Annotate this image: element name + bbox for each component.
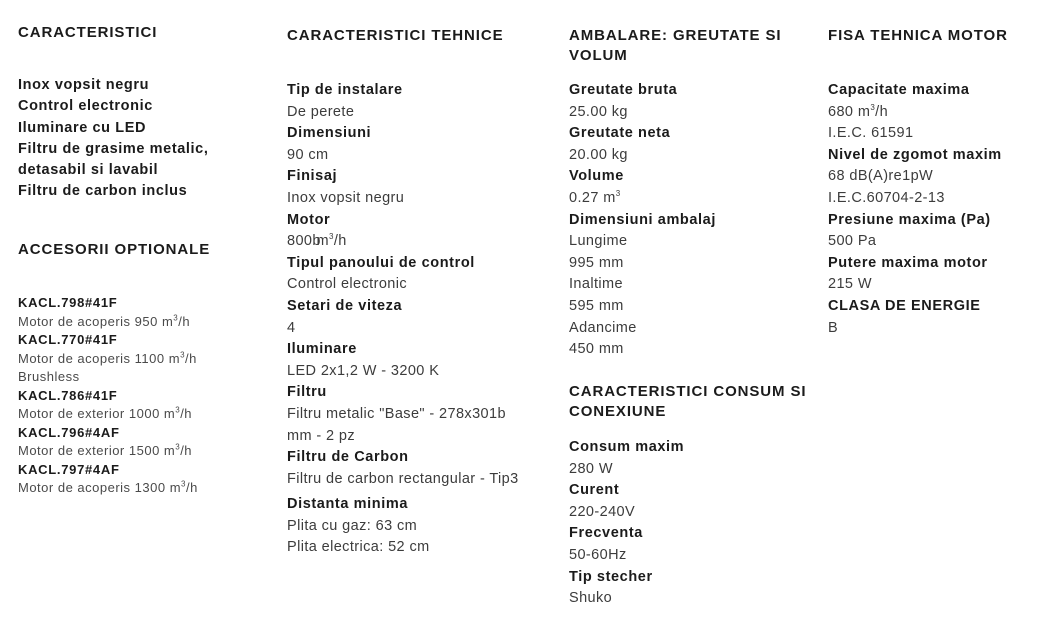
spec-value: 450 mm <box>569 341 624 358</box>
motor-title: FISA TEHNICA MOTOR <box>828 27 1008 44</box>
accessory-code: KACL.770#41F <box>18 332 118 347</box>
spec-label: Putere maxima motor <box>828 254 988 271</box>
spec-sublabel: Lungime <box>569 233 628 250</box>
spec-value: 680 $m^3/h$ <box>828 102 889 120</box>
spec-value: Control electronic <box>287 276 408 293</box>
spec-value: 20.00 kg <box>569 146 628 163</box>
spec-norm: I.E.C. 61591 <box>828 125 914 142</box>
spec-value: Filtru de carbon rectangular - Tip3 <box>287 470 519 487</box>
spec-value: mm - 2 pz <box>287 427 356 444</box>
spec-label: Volume <box>569 168 624 185</box>
accessory-desc: Motor de acoperis 1300 $m^3/h$ <box>18 479 198 495</box>
accessory-item <box>18 424 268 461</box>
feature-item: Inox vopsit negru <box>18 77 150 93</box>
accessory-item <box>18 387 268 424</box>
consum-title: CARACTERISTICI CONSUM SI CONEXIUNE <box>569 383 807 420</box>
spec-label: Motor <box>287 211 331 228</box>
spec-sublabel: Inaltime <box>569 276 623 293</box>
ambalare-title: AMBALARE: GREUTATE SI VOLUM <box>569 27 782 64</box>
spec-value: 995 mm <box>569 254 624 271</box>
features-list <box>18 75 268 203</box>
accessory-item <box>18 294 268 331</box>
spec-norm: I.E.C.60704-2-13 <box>828 189 945 206</box>
spec-label: Dimensiuni ambalaj <box>569 211 716 228</box>
spec-value: 800bm $^3$/h <box>287 232 347 250</box>
spec-label: Presiune maxima (Pa) <box>828 211 991 228</box>
feature-item: detasabil si lavabil <box>18 162 159 179</box>
accessory-desc: Motor de acoperis 1100 $m^3/h$ <box>18 350 197 366</box>
accesorii-title: ACCESORII OPTIONALE <box>18 241 211 258</box>
spec-value: 25.00 kg <box>569 103 628 120</box>
spec-value: B <box>828 319 839 336</box>
spec-label: Setari de viteza <box>287 297 403 314</box>
spec-value: 4 <box>287 319 296 336</box>
spec-label: CLASA DE ENERGIE <box>828 297 981 314</box>
spec-sublabel: Adancime <box>569 319 637 336</box>
spec-value: 280 W <box>569 460 613 477</box>
spec-label: Nivel de zgomot maxim <box>828 146 1002 163</box>
spec-label: Curent <box>569 482 620 499</box>
spec-label: Tip stecher <box>569 568 653 585</box>
spec-value: Inox vopsit negru <box>287 189 405 206</box>
accessory-code: KACL.797#4AF <box>18 461 120 477</box>
spec-label: Filtru de Carbon <box>287 449 409 466</box>
accessory-item <box>18 461 268 498</box>
accessory-code: KACL.796#4AF <box>18 424 120 440</box>
spec-label: Dimensiuni <box>287 125 372 142</box>
spec-label: Capacitate maxima <box>828 82 970 98</box>
tehnice-title: CARACTERISTICI TEHNICE <box>287 27 504 44</box>
spec-value: 215 W <box>828 276 872 293</box>
feature-item: Iluminare cu LED <box>18 119 147 136</box>
spec-value: 595 mm <box>569 297 624 314</box>
spec-label: Greutate neta <box>569 125 671 142</box>
feature-item: Control electronic <box>18 98 153 115</box>
motor-list <box>828 80 1043 339</box>
spec-value: Filtru metalic "Base" - 278x301b <box>287 405 506 422</box>
spec-value: 0.27 $m^3$ <box>569 189 621 206</box>
spec-label: Tipul panoului de control <box>287 254 475 271</box>
accessory-code: KACL.786#41F <box>18 387 118 403</box>
spec-value: Plita cu gaz: 63 cm <box>287 517 418 534</box>
tehnice-list <box>287 80 557 559</box>
spec-value: 68 dB(A)re1pW <box>828 168 934 185</box>
accessory-extra: Brushless <box>18 369 80 384</box>
spec-value: Shuko <box>569 590 613 607</box>
consum-list <box>569 437 819 610</box>
feature-item: Filtru de carbon inclus <box>18 183 188 200</box>
ambalare-list <box>569 80 819 361</box>
accessory-code: KACL.798#41F <box>18 295 118 310</box>
spec-value: 500 Pa <box>828 233 877 250</box>
spec-label: Tip de instalare <box>287 82 403 98</box>
spec-value: 50-60Hz <box>569 546 627 563</box>
spec-value: 220-240V <box>569 503 636 520</box>
spec-value: Plita electrica: 52 cm <box>287 539 430 556</box>
feature-item: Filtru de grasime metalic, <box>18 140 209 157</box>
spec-label: Consum maxim <box>569 439 685 455</box>
spec-label: Iluminare <box>287 341 357 358</box>
spec-value: 90 cm <box>287 146 329 163</box>
spec-label: Frecventa <box>569 525 643 542</box>
accessory-desc: Motor de exterior 1000 $m^3/h$ <box>18 405 193 421</box>
spec-label: Distanta minima <box>287 496 408 513</box>
spec-value: De perete <box>287 103 355 120</box>
spec-value: LED 2x1,2 W - 3200 K <box>287 362 440 379</box>
accessory-desc: Motor de exterior 1500 $m^3/h$ <box>18 442 193 458</box>
accessories-list <box>18 294 268 498</box>
spec-label: Greutate bruta <box>569 82 678 98</box>
caracteristici-title: CARACTERISTICI <box>18 24 158 41</box>
spec-label: Filtru <box>287 384 327 401</box>
accessory-desc: Motor de acoperis 950 $m^3/h$ <box>18 313 191 329</box>
spec-label: Finisaj <box>287 168 338 185</box>
accessory-item <box>18 331 268 387</box>
